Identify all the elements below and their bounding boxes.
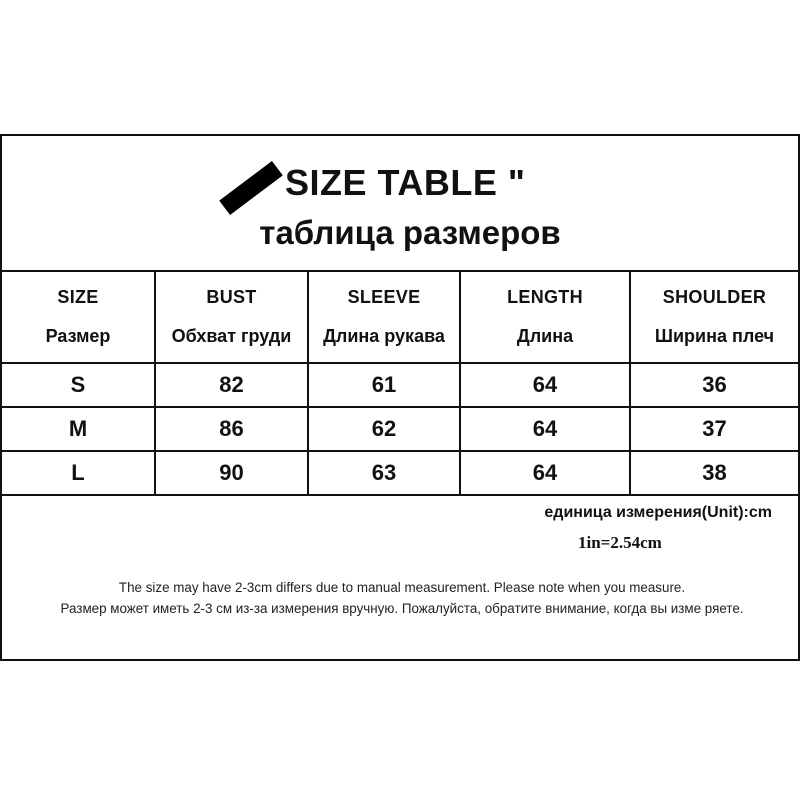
table-cell: 82 bbox=[155, 363, 308, 407]
header-cell-size bbox=[2, 271, 155, 363]
disclaimer-russian: Размер может иметь 2-3 см из-за измерения вручную. Пожалуйста, обратите внимание, когда вы изме ряете. bbox=[60, 601, 744, 616]
size-table bbox=[2, 270, 798, 496]
header-cell-shoulder bbox=[630, 271, 798, 363]
table-cell: 61 bbox=[308, 363, 460, 407]
unit-note: единица измерения(Unit):cm bbox=[544, 504, 772, 521]
table-cell: 86 bbox=[155, 407, 308, 451]
header-cell-length bbox=[460, 271, 630, 363]
header-en: SLEEVE bbox=[347, 287, 421, 307]
table-cell: 63 bbox=[308, 451, 460, 495]
table-cell: 90 bbox=[155, 451, 308, 495]
header-ru: Ширина плеч bbox=[654, 326, 775, 346]
table-row bbox=[2, 407, 798, 451]
header-en: BUST bbox=[206, 287, 257, 307]
table-cell: 36 bbox=[630, 363, 798, 407]
table-cell: 38 bbox=[630, 451, 798, 495]
table-cell: 62 bbox=[308, 407, 460, 451]
header-en: LENGTH bbox=[507, 287, 583, 307]
header-ru: Обхват груди bbox=[171, 326, 292, 346]
conversion-note: 1in=2.54cm bbox=[578, 533, 662, 552]
disclaimer-english: The size may have 2-3cm differs due to manual measurement. Please note when you measure. bbox=[118, 580, 686, 595]
header-cell-sleeve bbox=[308, 271, 460, 363]
table-row bbox=[2, 363, 798, 407]
header-ru: Длина рукава bbox=[323, 326, 445, 346]
title-english: SIZE TABLE " bbox=[285, 162, 526, 203]
table-cell: 64 bbox=[460, 451, 630, 495]
header-en: SHOULDER bbox=[662, 287, 767, 307]
table-cell: L bbox=[2, 451, 155, 495]
title-russian: таблица размеров bbox=[259, 214, 561, 251]
size-chart-frame bbox=[0, 134, 800, 661]
title-block bbox=[2, 136, 798, 270]
table-cell: 64 bbox=[460, 363, 630, 407]
table-cell: M bbox=[2, 407, 155, 451]
table-cell: S bbox=[2, 363, 155, 407]
header-cell-bust bbox=[155, 271, 308, 363]
table-cell: 64 bbox=[460, 407, 630, 451]
header-en: SIZE bbox=[57, 287, 99, 307]
table-header-row bbox=[2, 271, 798, 363]
table-cell: 37 bbox=[630, 407, 798, 451]
table-row bbox=[2, 451, 798, 495]
header-ru: Размер bbox=[45, 326, 111, 346]
slash-logo-icon bbox=[219, 161, 283, 215]
header-ru: Длина bbox=[516, 326, 574, 346]
